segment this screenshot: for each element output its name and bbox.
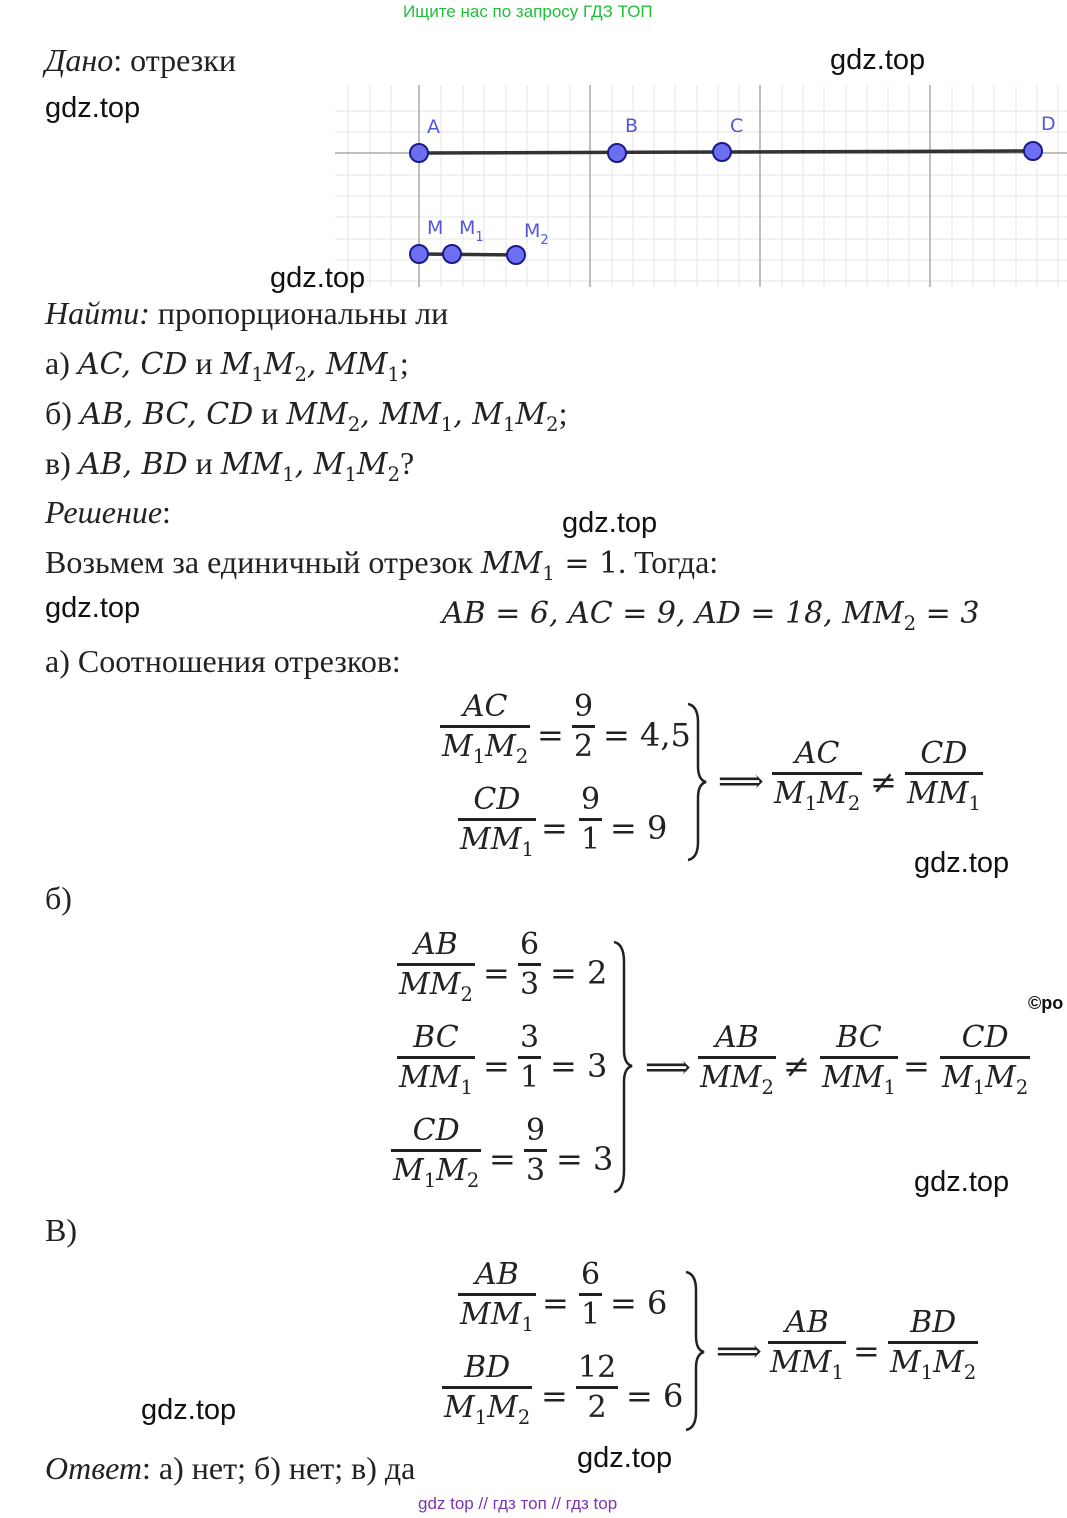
- answer-line: [45, 1450, 415, 1487]
- point-m2: [507, 246, 525, 264]
- equals: =: [483, 954, 510, 992]
- equals-value: = 6: [626, 1377, 684, 1415]
- not-equal: ≠: [870, 763, 897, 801]
- equals-value: = 6: [610, 1284, 668, 1322]
- point-d: [1024, 142, 1042, 160]
- frac-bd-m1m2: BD $M_1M_2$: [444, 1350, 531, 1429]
- implies-arrow: ⟹: [716, 1332, 762, 1370]
- semicolon: ;: [399, 345, 409, 381]
- find-line: [45, 295, 448, 332]
- conj: и: [187, 345, 221, 381]
- part-b-label: б): [45, 880, 72, 916]
- watermark: gdz.top: [830, 44, 926, 76]
- semicolon: ;: [558, 395, 568, 431]
- brace-a: [684, 702, 710, 862]
- given-line: [45, 42, 236, 79]
- frac-ab-mm2-result: AB $MM_2$: [700, 1020, 774, 1099]
- values-tail: = 3: [916, 596, 980, 631]
- frac-6-1: 6 1: [581, 1257, 601, 1332]
- brace-c: [682, 1270, 708, 1432]
- part-c-label: В): [45, 1212, 77, 1248]
- part-a-label: а) Соотношения отрезков:: [45, 643, 401, 679]
- find-label: Найти:: [45, 295, 150, 331]
- equals-value: = 4,5: [603, 716, 691, 754]
- frac-bc-mm1-result: BC $MM_1$: [822, 1020, 896, 1099]
- not-equal: ≠: [783, 1047, 810, 1085]
- frac-3-1: 3 1: [520, 1020, 540, 1095]
- watermark: gdz.top: [45, 592, 141, 624]
- point-c: [713, 143, 731, 161]
- find-c: в) AB, BD и $MM_1$, $M_1M_2$?: [45, 445, 415, 486]
- equals: =: [489, 1140, 516, 1178]
- equals-value: = 9: [610, 809, 668, 847]
- equals: =: [542, 1284, 569, 1322]
- answer-text: : а) нет; б) нет; в) да: [142, 1450, 416, 1486]
- find-a: а) AC, CD и $M_1M_2$, $MM_1$;: [45, 345, 409, 386]
- equals: =: [483, 1047, 510, 1085]
- watermark: gdz.top: [914, 1166, 1010, 1198]
- unit-then: . Тогда:: [618, 544, 719, 580]
- label-c: C: [730, 115, 744, 137]
- watermark: gdz.top: [562, 507, 658, 539]
- watermark: gdz.top: [577, 1442, 673, 1474]
- find-b: б) AB, BC, CD и $MM_2$, $MM_1$, $M_1M_2$;: [45, 395, 568, 436]
- find-a-prefix: а): [45, 345, 78, 381]
- values-text: AB = 6, AC = 9, AD = 18, MM: [442, 596, 904, 631]
- equals-value: = 2: [550, 954, 608, 992]
- label-m2: $M_2$: [524, 220, 549, 248]
- conj: и: [187, 445, 221, 481]
- brace-b: [610, 940, 636, 1194]
- label-a: A: [427, 116, 440, 138]
- equals-value: = 3: [556, 1140, 614, 1178]
- watermark: gdz.top: [270, 262, 366, 294]
- find-text: пропорциональны ли: [149, 295, 449, 331]
- label-d: D: [1041, 113, 1056, 135]
- frac-cd-mm1-result: CD $MM_1$: [907, 736, 981, 815]
- frac-9-3: 9 3: [526, 1113, 546, 1188]
- point-b: [608, 144, 626, 162]
- point-m1: [443, 245, 461, 263]
- label-m: M: [427, 217, 444, 239]
- search-hint: Ищите нас по запросу ГДЗ ТОП: [403, 2, 653, 21]
- watermark: gdz.top: [45, 92, 141, 124]
- watermark: gdz.top: [141, 1394, 237, 1426]
- frac-12-2: 12 2: [578, 1350, 617, 1425]
- frac-9-2: 9 2: [574, 689, 594, 764]
- implies-arrow: ⟹: [645, 1048, 691, 1086]
- equals: =: [537, 716, 564, 754]
- equals: =: [541, 1377, 568, 1415]
- frac-6-3: 6 3: [520, 927, 540, 1002]
- given-label: Дано: [45, 42, 114, 78]
- solution-colon: :: [162, 494, 171, 530]
- label-b: B: [625, 115, 639, 137]
- segment-mm2: [419, 254, 516, 255]
- label-m1: $M_1$: [459, 217, 484, 245]
- frac-cd-mm1: CD $MM_1$: [460, 782, 534, 861]
- answer-label: Ответ: [45, 1450, 142, 1486]
- frac-cd-m1m2: CD $M_1M_2$: [393, 1113, 480, 1192]
- find-c-prefix: в): [45, 445, 79, 481]
- copyright-mark: ©po: [1028, 993, 1064, 1013]
- implies-arrow: ⟹: [718, 762, 764, 800]
- unit-line: Возьмем за единичный отрезок $MM_1 = 1$. Тогда:: [45, 544, 719, 585]
- frac-bc-mm1: BC $MM_1$: [399, 1020, 473, 1099]
- point-m: [410, 245, 428, 263]
- equals: =: [853, 1332, 880, 1370]
- frac-ac-m1m2-result: AC $M_1M_2$: [774, 736, 861, 815]
- frac-9-1: 9 1: [581, 782, 601, 857]
- conj: и: [253, 395, 287, 431]
- equals: =: [903, 1047, 930, 1085]
- solution-label-text: Решение: [45, 494, 163, 530]
- point-a: [410, 144, 428, 162]
- values-line: AB = 6, AC = 9, AD = 18, $MM_2 = 3$: [442, 596, 980, 635]
- segments-figure: [335, 85, 1067, 287]
- frac-ac-m1m2: AC $M_1M_2$: [442, 689, 529, 768]
- given-text: : отрезки: [113, 42, 236, 78]
- unit-text: Возьмем за единичный отрезок: [45, 544, 481, 580]
- unit-eq: = 1: [554, 546, 619, 581]
- frac-ab-mm1: AB $MM_1$: [460, 1257, 534, 1336]
- frac-bd-m1m2-result: BD $M_1M_2$: [890, 1305, 977, 1384]
- solution-label: [45, 494, 171, 531]
- watermark: gdz.top: [914, 847, 1010, 879]
- find-b-prefix: б): [45, 395, 80, 431]
- question-mark: ?: [400, 445, 415, 481]
- frac-cd-m1m2-result: CD $M_1M_2$: [942, 1020, 1029, 1099]
- frac-ab-mm1-result: AB $MM_1$: [770, 1305, 844, 1384]
- frac-ab-mm2: AB $MM_2$: [399, 927, 473, 1006]
- equals-value: = 3: [550, 1047, 608, 1085]
- footer-links[interactable]: gdz top // гдз топ // гдз top: [418, 1494, 618, 1513]
- equals: =: [541, 809, 568, 847]
